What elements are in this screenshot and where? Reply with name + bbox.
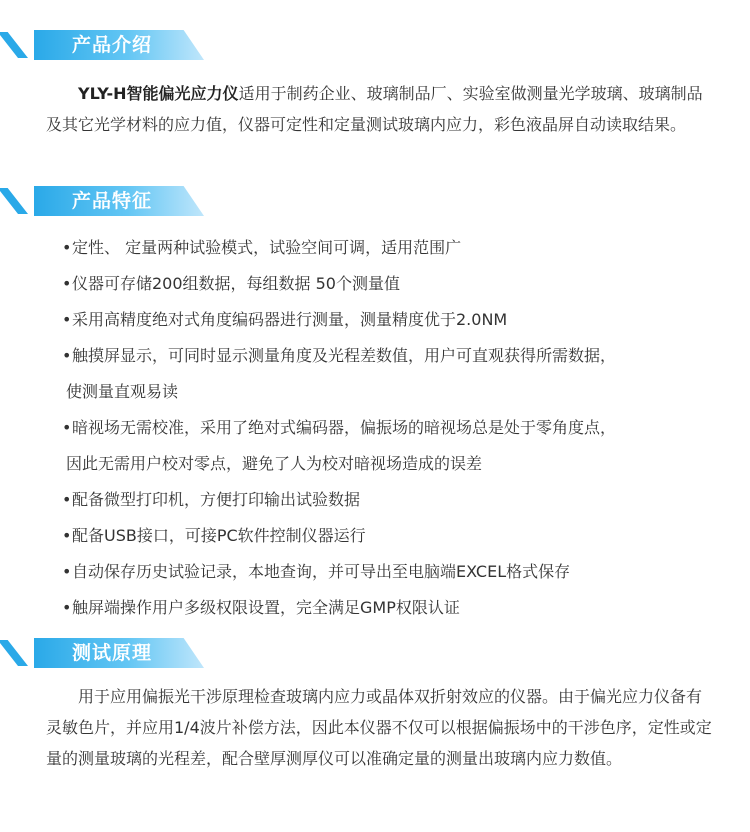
section-header-intro bbox=[18, 30, 208, 60]
feature-item bbox=[62, 410, 722, 482]
product-model: YLY-H智能偏光应力仪 bbox=[78, 84, 239, 103]
feature-text-continued: 因此无需用户校对零点，避免了人为校对暗视场造成的误差 bbox=[66, 454, 483, 473]
feature-text: 仪器可存储200组数据，每组数据 50个测量值 bbox=[72, 274, 400, 293]
bullet: • bbox=[62, 490, 72, 509]
feature-list bbox=[62, 230, 722, 626]
bullet: • bbox=[62, 562, 72, 581]
feature-text-continued: 使测量直观易读 bbox=[66, 382, 179, 401]
intro-text: 适用于制药企业、玻璃制品厂、实验室做测量光学玻璃、玻璃制品及其它光学材料的应力值，仪器可定性和定量测试玻璃内应力，彩色液晶屏自动读取结果。 bbox=[46, 84, 703, 134]
bullet: • bbox=[62, 526, 72, 545]
header-accent-stripe bbox=[0, 188, 28, 214]
feature-item bbox=[62, 554, 722, 590]
feature-item bbox=[62, 482, 722, 518]
feature-item bbox=[62, 302, 722, 338]
section-title-principle: 测试原理 bbox=[72, 642, 153, 664]
feature-text: 配备USB接口，可接PC软件控制仪器运行 bbox=[72, 526, 366, 545]
bullet: • bbox=[62, 346, 72, 365]
feature-text: 暗视场无需校准，采用了绝对式编码器，偏振场的暗视场总是处于零角度点， bbox=[72, 418, 617, 437]
principle-paragraph bbox=[46, 681, 712, 774]
feature-item bbox=[62, 266, 722, 302]
principle-text: 用于应用偏振光干涉原理检查玻璃内应力或晶体双折射效应的仪器。由于偏光应力仪备有灵敏色片，并应用1/4波片补偿方法，因此本仪器不仅可以根据偏振场中的干涉色序，定性或定量的测量玻璃的光程差，配合壁厚测厚仪可以准确定量的测量出玻璃内应力数值。 bbox=[46, 687, 712, 768]
feature-text: 定性、 定量两种试验模式，试验空间可调，适用范围广 bbox=[72, 238, 462, 257]
intro-paragraph bbox=[46, 78, 712, 140]
feature-item bbox=[62, 518, 722, 554]
bullet: • bbox=[62, 418, 72, 437]
bullet: • bbox=[62, 274, 72, 293]
header-accent-stripe bbox=[0, 640, 28, 666]
feature-text: 自动保存历史试验记录，本地查询，并可导出至电脑端EXCEL格式保存 bbox=[72, 562, 571, 581]
feature-item bbox=[62, 230, 722, 266]
bullet: • bbox=[62, 238, 72, 257]
section-title-features: 产品特征 bbox=[72, 190, 153, 212]
feature-text: 触摸屏显示，可同时显示测量角度及光程差数值，用户可直观获得所需数据， bbox=[72, 346, 617, 365]
feature-item bbox=[62, 338, 722, 410]
feature-text: 配备微型打印机，方便打印输出试验数据 bbox=[72, 490, 361, 509]
feature-text: 触屏端操作用户多级权限设置，完全满足GMP权限认证 bbox=[72, 598, 460, 617]
feature-text: 采用高精度绝对式角度编码器进行测量，测量精度优于2.0NM bbox=[72, 310, 508, 329]
section-header-features bbox=[18, 186, 208, 216]
bullet: • bbox=[62, 310, 72, 329]
header-accent-stripe bbox=[0, 32, 28, 58]
feature-item bbox=[62, 590, 722, 626]
bullet: • bbox=[62, 598, 72, 617]
section-title-intro: 产品介绍 bbox=[72, 34, 153, 56]
section-header-principle bbox=[18, 638, 208, 668]
